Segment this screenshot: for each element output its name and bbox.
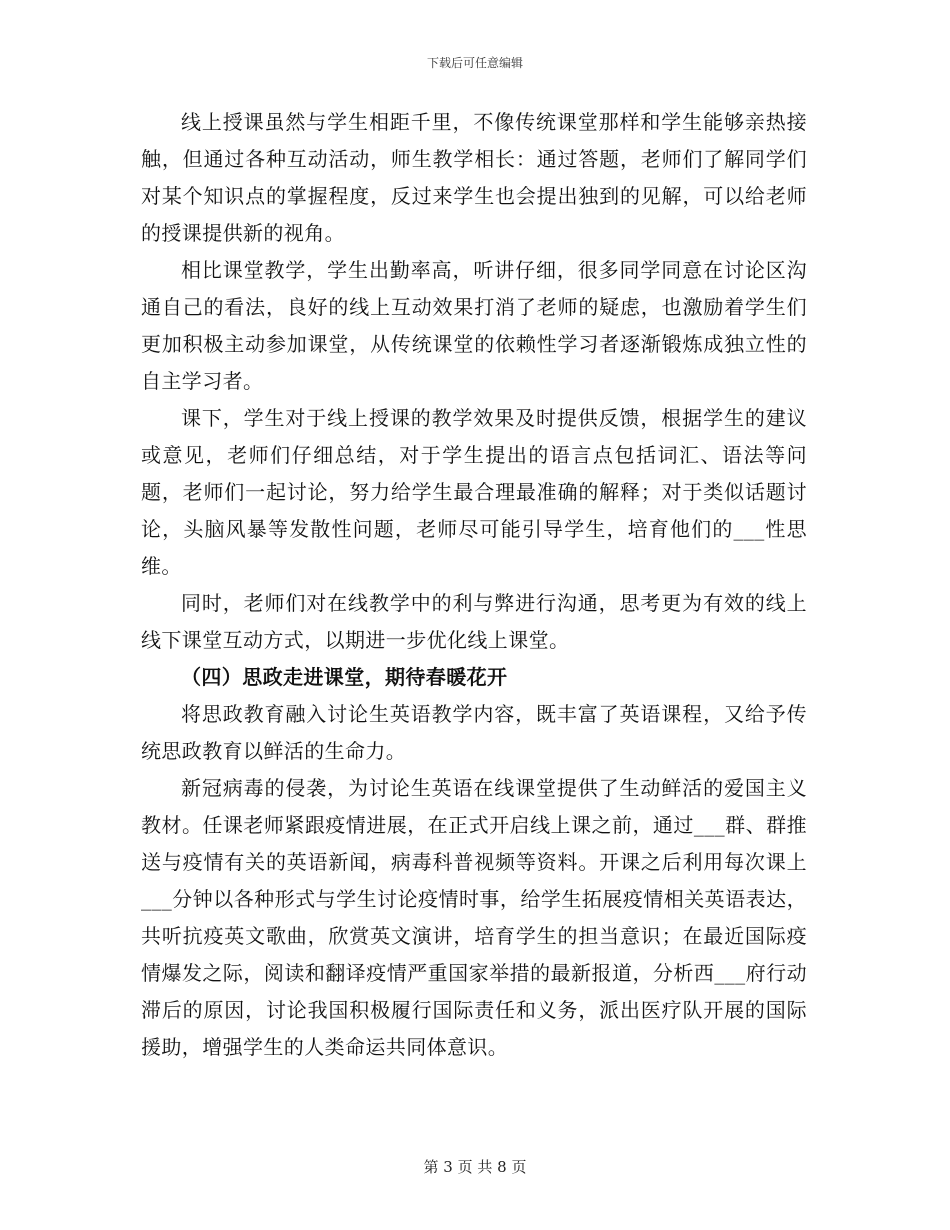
paragraph-6: 新冠病毒的侵袭，为讨论生英语在线课堂提供了生动鲜活的爱国主义教材。任课老师紧跟疫情进展，在正式开启线上课之前，通过___群、群推送与疫情有关的英语新闻，病毒科普视频等资料。开课之后利用每次课上___分钟以各种形式与学生讨论疫情时事，给学生拓展疫情相关英语表达，共听抗疫英文歌曲，欣赏英文演讲，培育学生的担当意识；在最近国际疫情爆发之际，阅读和翻译疫情严重国家举措的最新报道，分析西___府行动滞后的原因，讨论我国积极履行国际责任和义务，派出医疗队开展的国际援助，增强学生的人类命运共同体意识。 xyxy=(141,776,807,1059)
section-heading: （四）思政走进课堂，期待春暖花开 xyxy=(181,665,508,689)
paragraph-3: 课下，学生对于线上授课的教学效果及时提供反馈，根据学生的建议或意见，老师们仔细总结，对于学生提出的语言点包括词汇、语法等问题，老师们一起讨论，努力给学生最合理最准确的解释；对于类似话题讨论，头脑风暴等发散性问题，老师尽可能引导学生，培育他们的___性思维。 xyxy=(141,406,807,578)
header-note: 下载后可任意编辑 xyxy=(426,56,523,70)
paragraph-4: 同时，老师们对在线教学中的利与弊进行沟通，思考更为有效的线上线下课堂互动方式，以期进一步优化线上课堂。 xyxy=(141,591,807,652)
paragraph-5: 将思政教育融入讨论生英语教学内容，既丰富了英语课程，又给予传统思政教育以鲜活的生命力。 xyxy=(141,702,807,763)
document-body xyxy=(141,104,807,1066)
page-number: 第 3 页 共 8 页 xyxy=(423,1158,527,1176)
paragraph-2: 相比课堂教学，学生出勤率高，听讲仔细，很多同学同意在讨论区沟通自己的看法，良好的线上互动效果打消了老师的疑虑，也激励着学生们更加积极主动参加课堂，从传统课堂的依赖性学习者逐渐锻炼成独立性的自主学习者。 xyxy=(141,258,807,393)
paragraph-1: 线上授课虽然与学生相距千里，不像传统课堂那样和学生能够亲热接触，但通过各种互动活动，师生教学相长：通过答题，老师们了解同学们对某个知识点的掌握程度，反过来学生也会提出独到的见解，可以给老师的授课提供新的视角。 xyxy=(141,110,807,245)
